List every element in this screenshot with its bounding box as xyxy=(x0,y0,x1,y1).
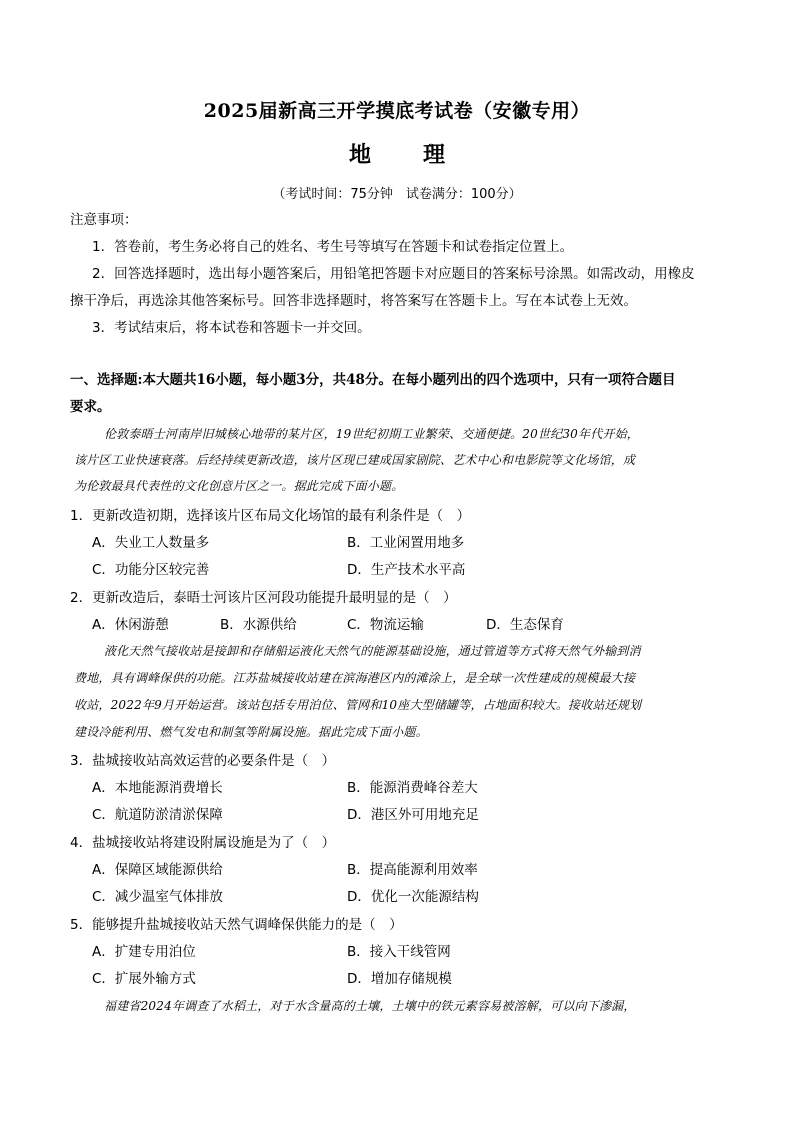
option-c: C．减少温室气体排放 xyxy=(92,889,223,905)
section-heading: 一、选择题:本大题共16小题，每小题3分，共48分。在每小题列出的四个选项中，只有一项符合题目 xyxy=(70,372,676,388)
passage-line: 液化天然气接收站是接卸和存储船运液化天然气的能源基础设施，通过管道等方式将天然气外输到消 xyxy=(104,644,641,658)
passage-line: 为伦敦最具代表性的文化创意片区之一。据此完成下面小题。 xyxy=(74,479,404,493)
option-a: A．保障区域能源供给 xyxy=(92,862,223,878)
option-d: D．生产技术水平高 xyxy=(347,562,466,578)
passage-line: 伦敦泰晤士河南岸旧城核心地带的某片区，19世纪初期工业繁荣、交通便捷。20世纪30年代开始， xyxy=(104,427,640,441)
passage-line: 收站，2022年9月开始运营。该站包括专用泊位、管网和10座大型储罐等，占地面积较大。接收站还规划 xyxy=(74,698,642,712)
option-d: D．优化一次能源结构 xyxy=(347,889,479,905)
passage-line: 福建省2024年调查了水稻土，对于水含量高的土壤，土壤中的铁元素容易被溶解，可以向下渗漏， xyxy=(104,999,636,1013)
option-d: D．港区外可用地充足 xyxy=(347,807,479,823)
exam-title: 2025届新高三开学摸底考试卷（安徽专用） xyxy=(203,100,591,122)
passage-line: 该片区工业快速衰落。后经持续更新改造，该片区现已建成国家剧院、艺术中心和电影院等文化场馆，成 xyxy=(74,453,636,467)
section-heading-continuation: 要求。 xyxy=(70,399,111,415)
option-d: D．生态保育 xyxy=(486,617,564,633)
option-b: B．工业闲置用地多 xyxy=(347,535,465,551)
question-stem: 3．盐城接收站高效运营的必要条件是（ ） xyxy=(70,753,336,769)
notes-heading: 注意事项： xyxy=(70,212,138,228)
question-stem: 5．能够提升盐城接收站天然气调峰保供能力的是（ ） xyxy=(70,917,403,933)
note-item: 2．回答选择题时，选出每小题答案后，用铅笔把答题卡对应题目的答案标号涂黑。如需改动，用橡皮 xyxy=(92,266,695,282)
subject-title: 地理 xyxy=(348,142,497,168)
passage-line: 费地，具有调峰保供的功能。江苏盐城接收站建在滨海港区内的滩涂上，是全球一次性建成的规模最大接 xyxy=(74,671,636,685)
exam-time-info: （考试时间：75分钟 试卷满分：100分） xyxy=(272,187,522,202)
passage-line: 建设冷能利用、燃气发电和制氢等附属设施。据此完成下面小题。 xyxy=(74,725,428,739)
option-b: B．能源消费峰谷差大 xyxy=(347,780,478,796)
option-d: D．增加存储规模 xyxy=(347,971,452,987)
option-a: A．休闲游憩 xyxy=(92,617,169,633)
option-a: A．扩建专用泊位 xyxy=(92,944,196,960)
option-b: B．接入干线管网 xyxy=(347,944,451,960)
option-b: B．提高能源利用效率 xyxy=(347,862,478,878)
note-item: 3．考试结束后，将本试卷和答题卡一并交回。 xyxy=(92,320,371,336)
question-stem: 4．盐城接收站将建设附属设施是为了（ ） xyxy=(70,835,336,851)
option-c: C．物流运输 xyxy=(347,617,424,633)
option-a: A．本地能源消费增长 xyxy=(92,780,223,796)
option-b: B．水源供给 xyxy=(220,617,297,633)
option-c: C．航道防淤清淤保障 xyxy=(92,807,223,823)
note-item-continuation: 擦干净后，再选涂其他答案标号。回答非选择题时，将答案写在答题卡上。写在本试卷上无效。 xyxy=(70,293,637,309)
question-stem: 2．更新改造后，泰晤士河该片区河段功能提升最明显的是（ ） xyxy=(70,590,457,606)
note-item: 1．答卷前，考生务必将自己的姓名、考生号等填写在答题卡和试卷指定位置上。 xyxy=(92,239,574,255)
option-a: A．失业工人数量多 xyxy=(92,535,210,551)
question-stem: 1．更新改造初期，选择该片区布局文化场馆的最有利条件是（ ） xyxy=(70,508,471,524)
option-c: C．功能分区较完善 xyxy=(92,562,210,578)
option-c: C．扩展外输方式 xyxy=(92,971,196,987)
